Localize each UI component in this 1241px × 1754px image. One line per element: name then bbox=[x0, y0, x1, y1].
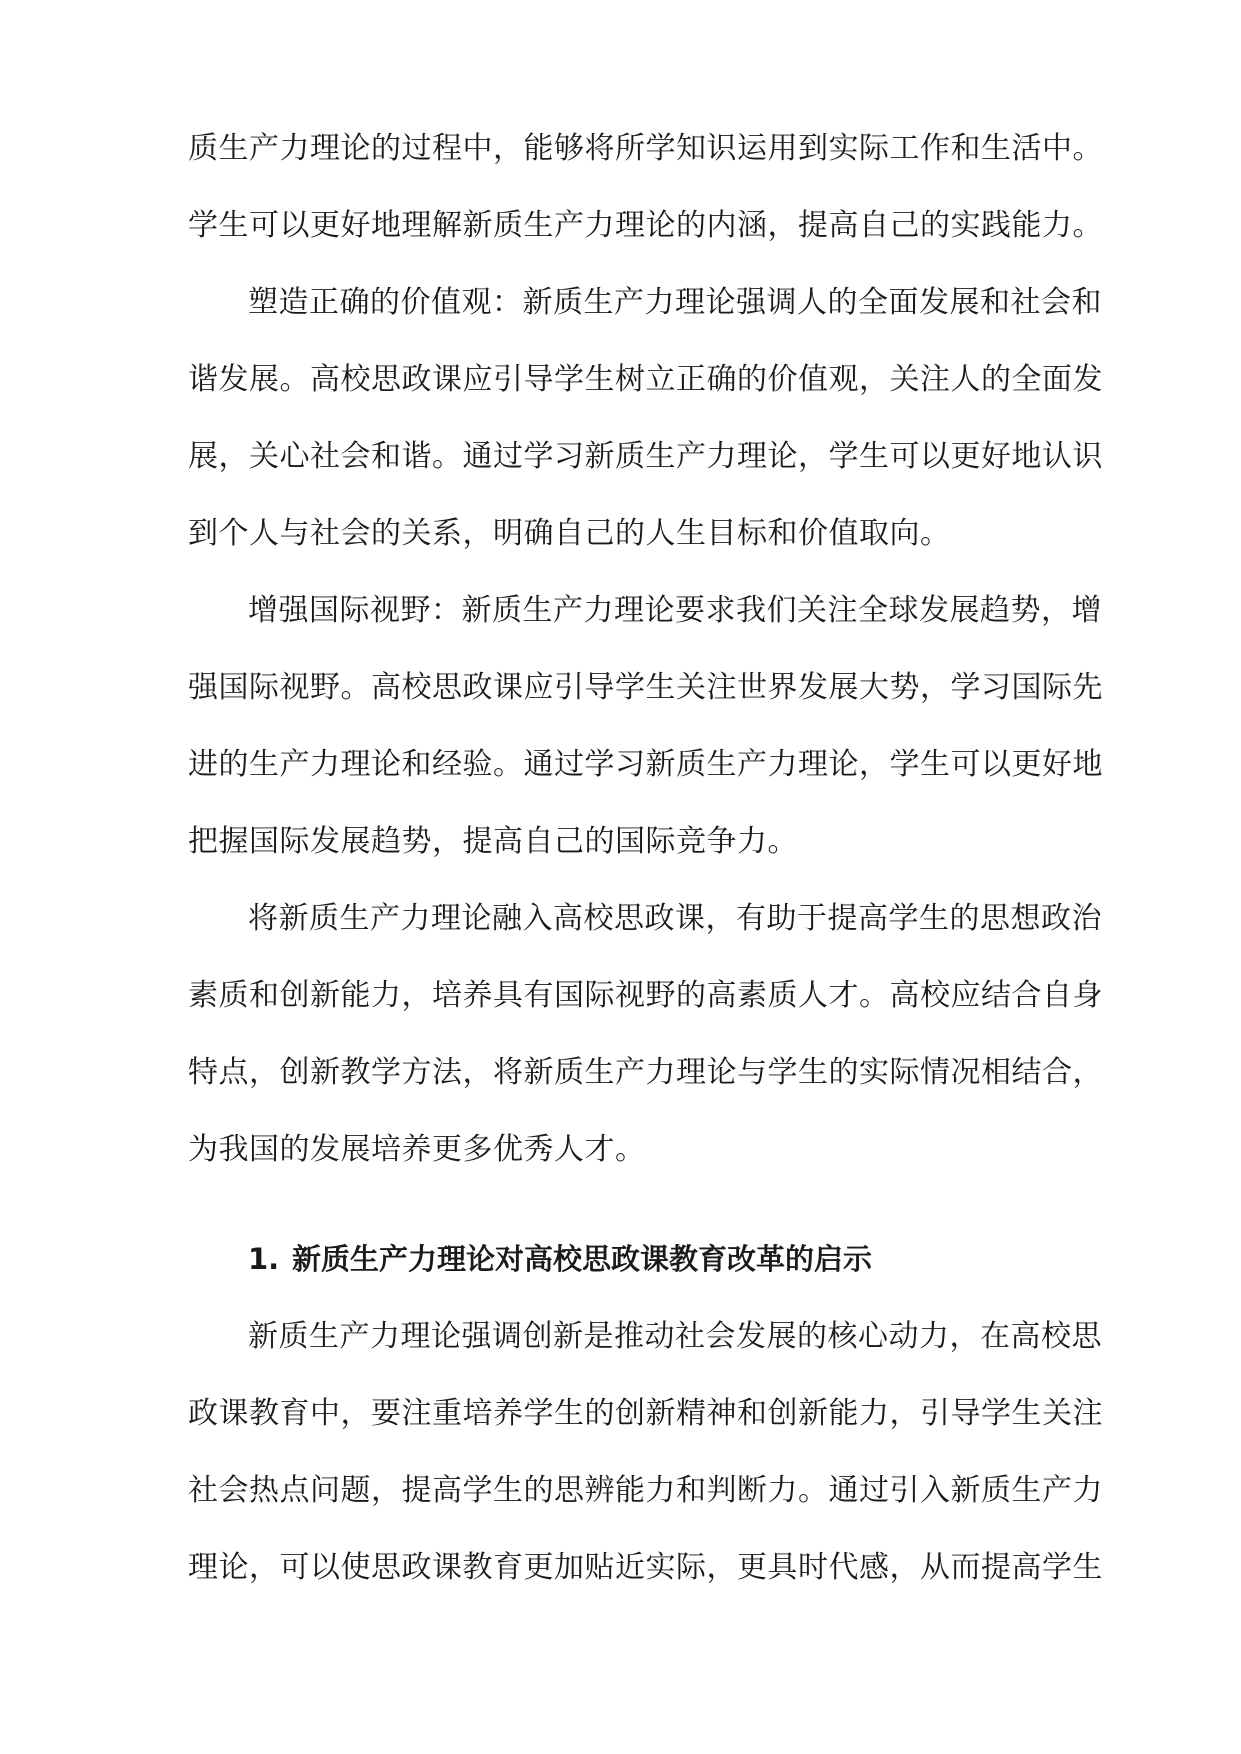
text-line: 新质生产力理论强调创新是推动社会发展的核心动力，在高校思 bbox=[248, 1319, 1102, 1354]
text-line: 将新质生产力理论融入高校思政课，有助于提高学生的思想政治 bbox=[248, 901, 1102, 936]
text-line: 谐发展。高校思政课应引导学生树立正确的价值观，关注人的全面发 bbox=[188, 362, 1103, 397]
heading-text: 新质生产力理论对高校思政课教育改革的启示 bbox=[292, 1242, 873, 1276]
text-line: 增强国际视野：新质生产力理论要求我们关注全球发展趋势，增 bbox=[248, 593, 1102, 628]
text-line: 特点，创新教学方法，将新质生产力理论与学生的实际情况相结合， bbox=[188, 1055, 1103, 1090]
paragraph-summary bbox=[188, 880, 1103, 1188]
text-line: 强国际视野。高校思政课应引导学生关注世界发展大势，学习国际先 bbox=[188, 670, 1103, 705]
text-line: 学生可以更好地理解新质生产力理论的内涵，提高自己的实践能力。 bbox=[188, 208, 1103, 243]
heading-number: 1. bbox=[248, 1242, 280, 1276]
text-line: 社会热点问题，提高学生的思辨能力和判断力。通过引入新质生产力 bbox=[188, 1473, 1103, 1508]
text-line: 质生产力理论的过程中，能够将所学知识运用到实际工作和生活中。 bbox=[188, 131, 1103, 166]
text-line: 理论，可以使思政课教育更加贴近实际，更具时代感，从而提高学生 bbox=[188, 1550, 1103, 1585]
paragraph-values bbox=[188, 264, 1103, 572]
text-line: 进的生产力理论和经验。通过学习新质生产力理论，学生可以更好地 bbox=[188, 747, 1103, 782]
paragraph-international bbox=[188, 572, 1103, 880]
text-line: 把握国际发展趋势，提高自己的国际竞争力。 bbox=[188, 824, 798, 859]
heading-line bbox=[188, 1221, 1068, 1298]
text-line: 素质和创新能力，培养具有国际视野的高素质人才。高校应结合自身 bbox=[188, 978, 1103, 1013]
paragraph-continuation bbox=[188, 110, 1103, 264]
text-line: 展，关心社会和谐。通过学习新质生产力理论，学生可以更好地认识 bbox=[188, 439, 1103, 474]
paragraph-innovation bbox=[188, 1298, 1103, 1606]
section-heading bbox=[188, 1221, 1068, 1298]
text-line: 为我国的发展培养更多优秀人才。 bbox=[188, 1132, 646, 1167]
text-line: 政课教育中，要注重培养学生的创新精神和创新能力，引导学生关注 bbox=[188, 1396, 1103, 1431]
text-line: 到个人与社会的关系，明确自己的人生目标和价值取向。 bbox=[188, 516, 951, 551]
text-line: 塑造正确的价值观：新质生产力理论强调人的全面发展和社会和 bbox=[248, 285, 1102, 320]
